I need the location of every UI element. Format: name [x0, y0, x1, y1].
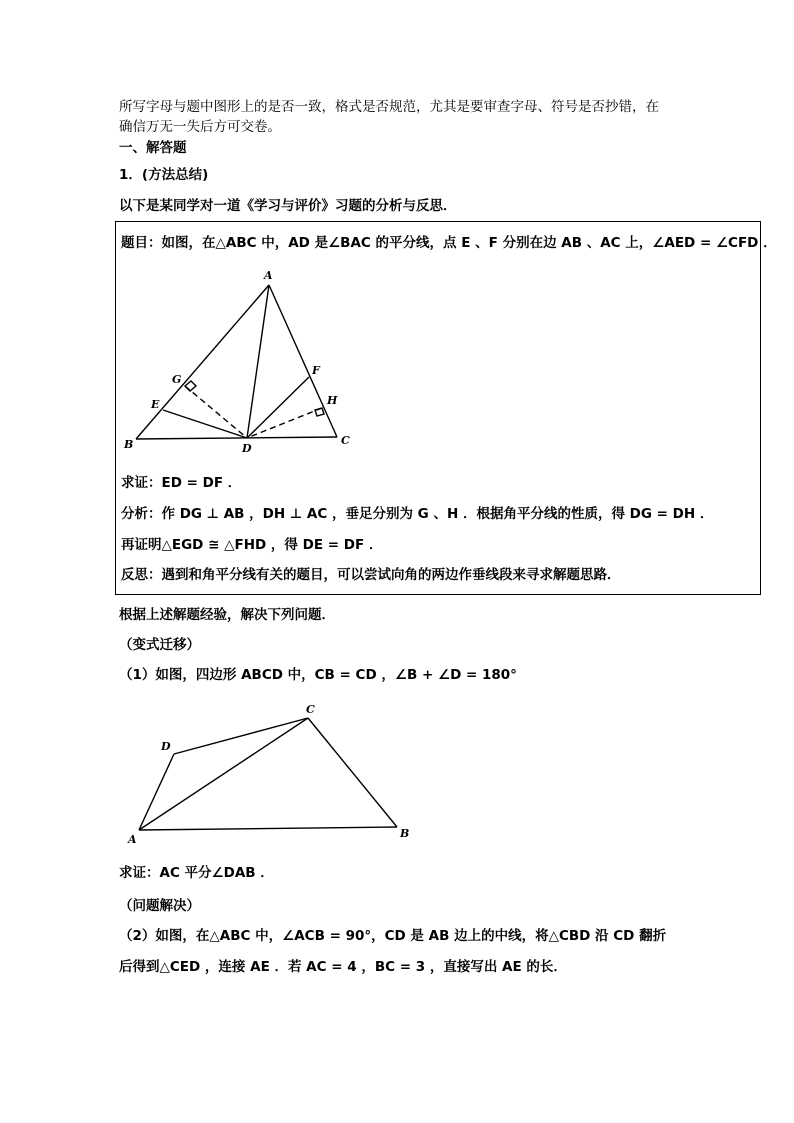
variant-title: （变式迁移）	[119, 637, 200, 653]
label-f: F	[312, 364, 320, 377]
right-angle-mark-g	[185, 381, 196, 391]
label-c: C	[341, 434, 350, 447]
segment-ac	[269, 285, 337, 437]
reflection-statement: 反思：遇到和角平分线有关的题目，可以尝试向角的两边作垂线段来寻求解题思路．	[121, 567, 621, 583]
subquestion-2-line-1: （2）如图，在△ABC 中，∠ACB = 90°，CD 是 AB 边上的中线，将△CBD 沿 CD 翻折	[119, 928, 667, 944]
problem-statement: 题目：如图，在△ABC 中，AD 是∠BAC 的平分线，点 E 、F 分别在边 AB 、AC 上，∠AED = ∠CFD ．	[121, 235, 777, 251]
label-h: H	[327, 394, 338, 407]
label-g: G	[172, 373, 182, 386]
prove-statement: 求证：ED = DF ．	[121, 475, 242, 491]
segment-hd	[247, 408, 322, 438]
segment-fd	[247, 377, 309, 438]
question-title: 1．(方法总结)	[119, 167, 209, 183]
segment-cb-2	[308, 718, 397, 827]
section-title: 一、解答题	[119, 140, 187, 156]
again-statement: 再证明△EGD ≅ △FHD ，得 DE = DF ．	[121, 537, 383, 553]
problem-box	[115, 221, 777, 595]
segment-ab	[136, 285, 269, 439]
label-b: B	[124, 438, 134, 451]
solve-title: （问题解决）	[119, 898, 200, 914]
segment-ba-2	[139, 827, 397, 830]
segment-dc-2	[174, 718, 308, 754]
figure-triangle-abc	[116, 264, 376, 464]
question-lead: 以下是某同学对一道《学习与评价》习题的分析与反思．	[119, 198, 457, 214]
label2-a: A	[128, 833, 137, 846]
after-box-text: 根据上述解题经验，解决下列问题．	[119, 607, 335, 623]
segment-ed	[163, 410, 247, 438]
label-e: E	[151, 398, 160, 411]
label-a: A	[264, 269, 273, 282]
analysis-statement: 分析：作 DG ⊥ AB ，DH ⊥ AC ，垂足分别为 G 、H ．根据角平分线的性质，得 DG = DH ．	[121, 506, 714, 522]
intro-line-1: 所写字母与题中图形上的是否一致，格式是否规范，尤其是要审查字母、符号是否抄错，在	[119, 99, 659, 115]
label2-d: D	[161, 740, 171, 753]
figure-quadrilateral-abcd	[115, 698, 415, 848]
segment-ad	[247, 285, 269, 438]
label-d: D	[242, 442, 252, 455]
label2-b: B	[400, 827, 410, 840]
intro-line-2: 确信万无一失后方可交卷。	[119, 119, 281, 135]
segment-gd	[185, 386, 247, 438]
segment-bc	[136, 437, 337, 439]
label2-c: C	[306, 703, 315, 716]
subquestion-2-line-2: 后得到△CED ，连接 AE ．若 AC = 4 ，BC = 3 ，直接写出 AE 的长．	[119, 959, 567, 975]
subquestion-1: （1）如图，四边形 ABCD 中，CB = CD ，∠B + ∠D = 180°	[119, 667, 517, 683]
right-angle-mark-h	[315, 408, 324, 416]
subquestion-1-prove: 求证：AC 平分∠DAB ．	[119, 865, 274, 881]
